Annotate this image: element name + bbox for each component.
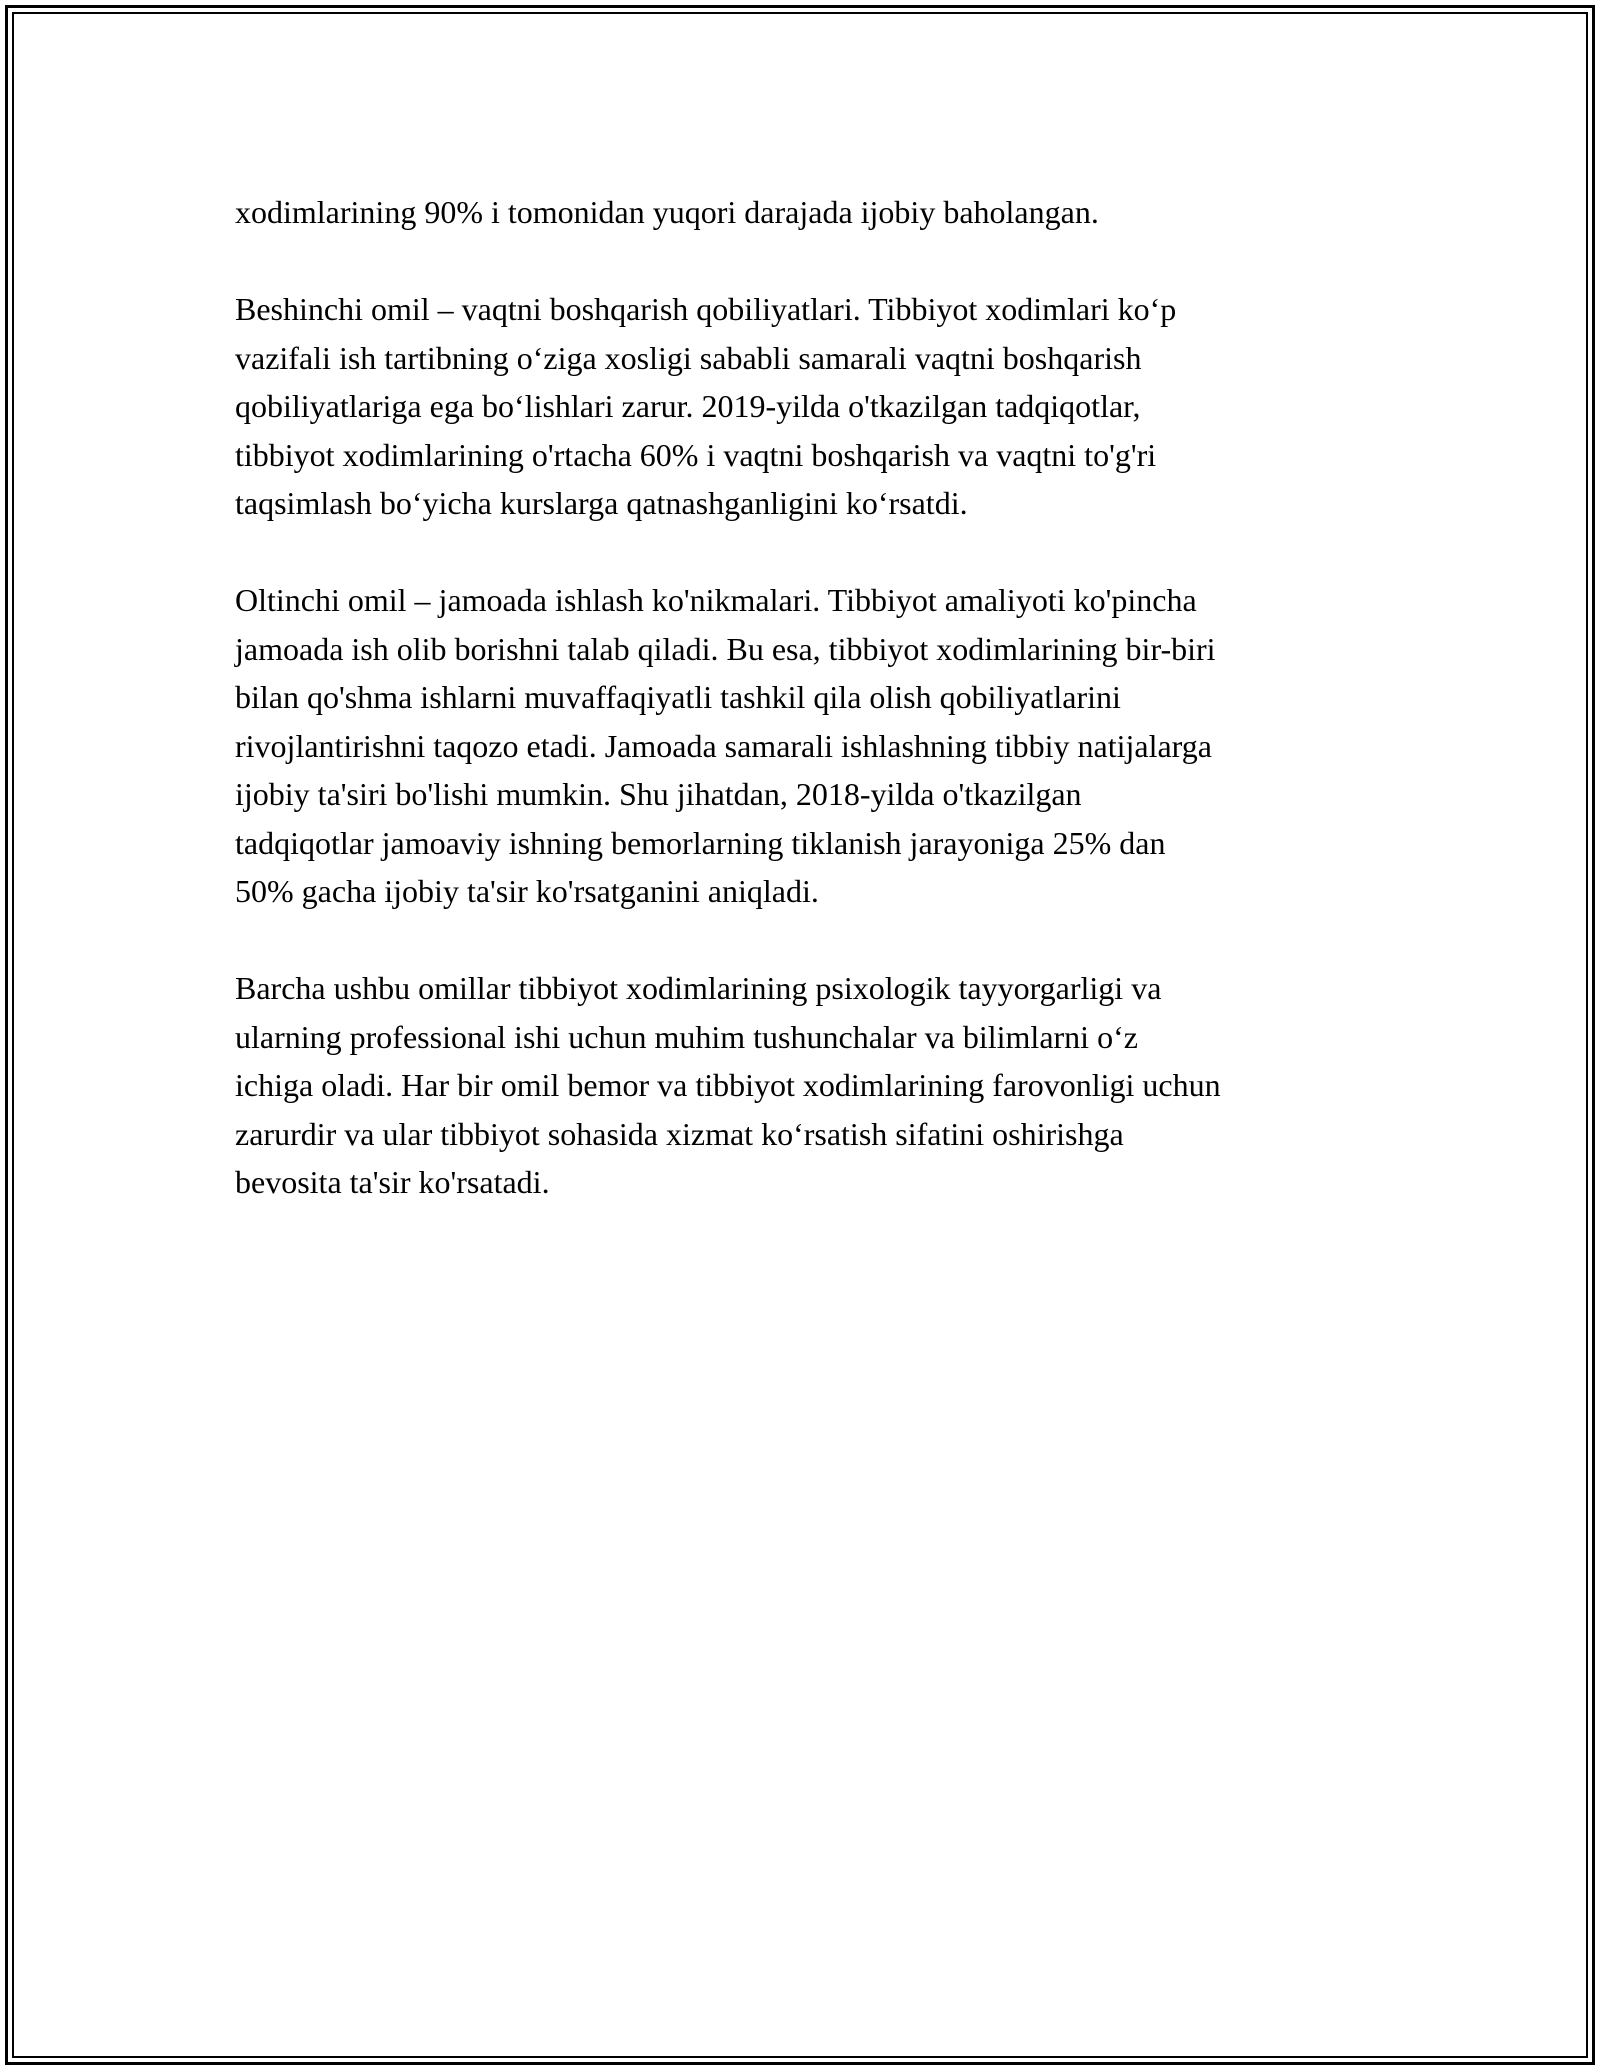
text-line: ijobiy ta'siri bo'lishi mumkin. Shu jihatdan, 2018-yilda o'tkazilgan bbox=[235, 776, 1082, 812]
text-line: ularning professional ishi uchun muhim tushunchalar va bilimlarni oʻz bbox=[235, 1018, 1138, 1055]
text-line: tadqiqotlar jamoaviy ishning bemorlarning tiklanish jarayoniga 25% dan bbox=[235, 824, 1166, 861]
paragraph-conclusion bbox=[235, 964, 1375, 1207]
text-line: bevosita ta'sir ko'rsatadi. bbox=[235, 1164, 550, 1200]
text-line: qobiliyatlariga ega boʻlishlari zarur. 2019-yilda o'tkazilgan tadqiqotlar, bbox=[235, 388, 1141, 424]
text-line: 50% gacha ijobiy ta'sir ko'rsatganini aniqladi. bbox=[235, 873, 819, 909]
text-line: Oltinchi omil – jamoada ishlash ko'nikmalari. Tibbiyot amaliyoti ko'pincha bbox=[235, 582, 1197, 618]
text-line: vazifali ish tartibning oʻziga xosligi sababli samarali vaqtni boshqarish bbox=[235, 339, 1142, 376]
text-line: ichiga oladi. Har bir omil bemor va tibbiyot xodimlarining farovonligi uchun bbox=[235, 1067, 1221, 1103]
paragraph-continuation bbox=[235, 188, 1375, 237]
text-line: tibbiyot xodimlarining o'rtacha 60% i vaqtni boshqarish va vaqtni to'g'ri bbox=[235, 436, 1157, 473]
text-line: rivojlantirishni taqozo etadi. Jamoada samarali ishlashning tibbiy natijalarga bbox=[235, 727, 1212, 764]
text-line: Barcha ushbu omillar tibbiyot xodimlarining psixologik tayyorgarligi va bbox=[235, 970, 1162, 1006]
paragraph-time-management bbox=[235, 285, 1375, 528]
text-line: taqsimlash boʻyicha kurslarga qatnashganligini koʻrsatdi. bbox=[235, 485, 968, 521]
text-line: bilan qo'shma ishlarni muvaffaqiyatli tashkil qila olish qobiliyatlarini bbox=[235, 679, 1121, 715]
text-line: jamoada ish olib borishni talab qiladi. Bu esa, tibbiyot xodimlarining bir-biri bbox=[235, 630, 1216, 667]
document-body bbox=[235, 188, 1375, 1207]
text-line: zarurdir va ular tibbiyot sohasida xizmat koʻrsatish sifatini oshirishga bbox=[235, 1115, 1124, 1152]
text-line: Beshinchi omil – vaqtni boshqarish qobiliyatlari. Tibbiyot xodimlari koʻp bbox=[235, 291, 1177, 327]
text-line: xodimlarining 90% i tomonidan yuqori darajada ijobiy baholangan. bbox=[235, 194, 1099, 230]
paragraph-teamwork bbox=[235, 576, 1375, 916]
